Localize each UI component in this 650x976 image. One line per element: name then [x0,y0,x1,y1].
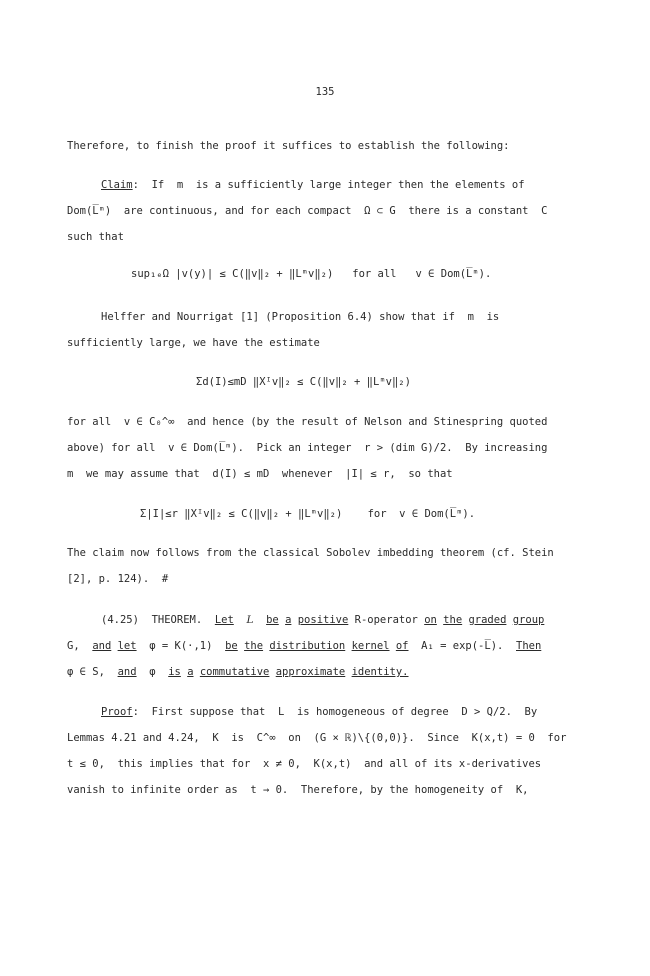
proof-line-4: vanish to infinite order as t → 0. Therefore, by the homogeneity of K, [67,784,529,796]
proof-line-1-text: First suppose that L is homogeneous of degree D > Q/2. By [138,706,538,718]
proof-line-1: Proof: First suppose that L is homogeneous of degree D > Q/2. By [101,706,538,718]
claim-label: Claim [101,179,133,191]
helffer-line-6: The claim now follows from the classical Sobolev imbedding theorem (cf. Stein [67,547,554,559]
theorem-number: (4.25) [101,614,139,626]
estimate-display: Σd(I)≤mD ‖Xᴵv‖₂ ≤ C(‖v‖₂ + ‖Lᵐv‖₂) [196,376,411,388]
helffer-line-3: for all v ∈ C₀^∞ and hence (by the result of Nelson and Stinespring quoted [67,416,548,428]
claim-line-1-text: If m is a sufficiently large integer then the elements of [138,179,525,191]
proof-label: Proof [101,706,133,718]
helffer-line-4: above) for all v ∈ Dom(L̅ᵐ). Pick an integer r > (dim G)/2. By increasing [67,442,548,454]
proof-line-2: Lemmas 4.21 and 4.24, K is C^∞ on (G × ℝ)\{(0,0)}. Since K(x,t) = 0 for [67,732,567,744]
helffer-line-5: m we may assume that d(I) ≤ mD whenever |I| ≤ r, so that [67,468,453,480]
page-number: 135 [315,86,335,98]
theorem-line-1: (4.25) THEOREM. Let L be a positive R-operator on the graded group [101,614,545,626]
helffer-line-7: [2], p. 124). # [67,573,169,585]
claim-line-3: such that [67,231,124,243]
helffer-line-2: sufficiently large, we have the estimate [67,337,320,349]
intro-sentence: Therefore, to finish the proof it suffices to establish the following: [67,140,510,152]
proof-line-3: t ≤ 0, this implies that for x ≠ 0, K(x,t) and all of its x-derivatives [67,758,542,770]
helffer-line-1: Helffer and Nourrigat [1] (Proposition 6.4) show that if m is [101,311,500,323]
theorem-heading: THEOREM. [151,614,203,626]
theorem-line-3: φ ∈ S, and φ is a commutative approximate identity. [67,666,409,678]
claim-display-inequality: sup₁ₑΩ |v(y)| ≤ C(‖v‖₂ + ‖Lᵐv‖₂) for all v ∈ Dom(L̅ᵐ). [131,268,492,280]
estimate-display-2: Σ|I|≤r ‖Xᴵv‖₂ ≤ C(‖v‖₂ + ‖Lᵐv‖₂) for v ∈ Dom(L̅ᵐ). [140,508,476,520]
theorem-line-2: G, and let φ = K(·,1) be the distribution kernel of A₁ = exp(-L̅). Then [67,640,542,652]
claim-line-1: Claim: If m is a sufficiently large integer then the elements of [101,179,525,191]
claim-line-2: Dom(L̅ᵐ) are continuous, and for each compact Ω ⊂ G there is a constant C [67,205,548,217]
